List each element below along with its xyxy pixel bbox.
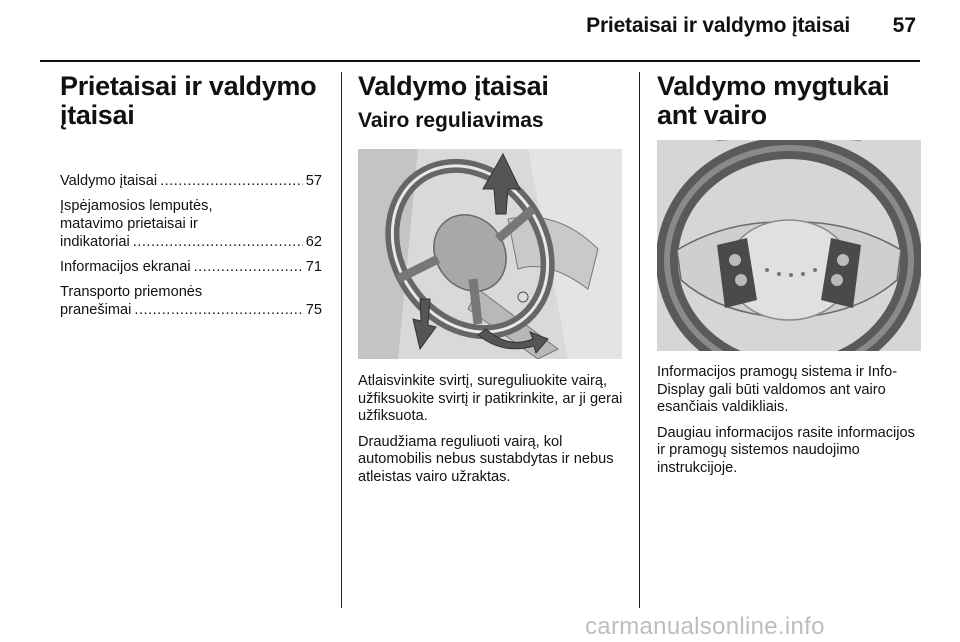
toc-leader-dots xyxy=(133,233,303,251)
column-divider-2 xyxy=(639,72,640,608)
toc-leader-dots xyxy=(160,172,303,190)
paragraph: Atlaisvinkite svirtį, sureguliuokite vairą, užfiksuokite svirtį ir patikrinkite, ar ji gerai užfiksuota. xyxy=(358,373,623,424)
toc-entry-label: Valdymo įtaisai xyxy=(60,173,158,189)
section-heading: Valdymo mygtukai ant vairo xyxy=(657,71,890,130)
toc-entry[interactable] xyxy=(60,283,322,319)
toc-entry-label: matavimo prietaisai ir xyxy=(60,216,198,232)
chapter-title: Prietaisai ir valdymo įtaisai xyxy=(60,71,317,130)
toc-entry-page: 62 xyxy=(305,234,322,250)
page-number: 57 xyxy=(892,14,916,37)
section-heading: Valdymo įtaisai xyxy=(358,71,549,101)
chapter-toc xyxy=(60,172,322,319)
toc-entry-page: 75 xyxy=(305,302,322,318)
paragraph: Daugiau informacijos rasite informacijos ir pramogų sistemos naudojimo instrukcijoje. xyxy=(657,424,915,476)
toc-entry-page: 71 xyxy=(305,259,322,275)
column-divider-1 xyxy=(341,72,342,608)
paragraph: Informacijos pramogų sistema ir Info-Display gali būti valdomos ant vairo esančiais valdikliais. xyxy=(657,364,898,415)
steering-controls-column xyxy=(657,72,922,485)
steering-wheel-controls-illustration xyxy=(657,140,921,351)
steering-adjustment-illustration xyxy=(358,149,622,359)
toc-entry[interactable] xyxy=(60,197,322,251)
toc-leader-dots xyxy=(134,301,302,319)
toc-entry[interactable] xyxy=(60,172,322,190)
chapter-contents-column xyxy=(60,72,322,326)
paragraph: Draudžiama reguliuoti vairą, kol automobilis nebus sustabdytas ir nebus atleistas vairo užraktas. xyxy=(358,433,614,485)
running-header-title: Prietaisai ir valdymo įtaisai xyxy=(586,14,850,37)
toc-entry-label: Įspėjamosios lemputės, xyxy=(60,198,213,214)
watermark: carmanualsonline.info xyxy=(585,613,825,640)
toc-entry-label: Informacijos ekranai xyxy=(60,259,191,275)
toc-leader-dots xyxy=(194,258,303,276)
toc-entry-page: 57 xyxy=(305,173,322,189)
header-rule xyxy=(40,60,920,62)
subsection-heading: Vairo reguliavimas xyxy=(358,109,544,132)
toc-entry-label: Transporto priemonės xyxy=(60,284,203,300)
steering-adjustment-column xyxy=(358,72,624,494)
steering-wheel-drawing xyxy=(657,140,921,351)
toc-entry[interactable] xyxy=(60,258,322,276)
toc-entry-label: pranešimai xyxy=(60,302,132,318)
toc-entry-label: indikatoriai xyxy=(60,234,130,250)
steering-column-drawing xyxy=(358,149,622,359)
